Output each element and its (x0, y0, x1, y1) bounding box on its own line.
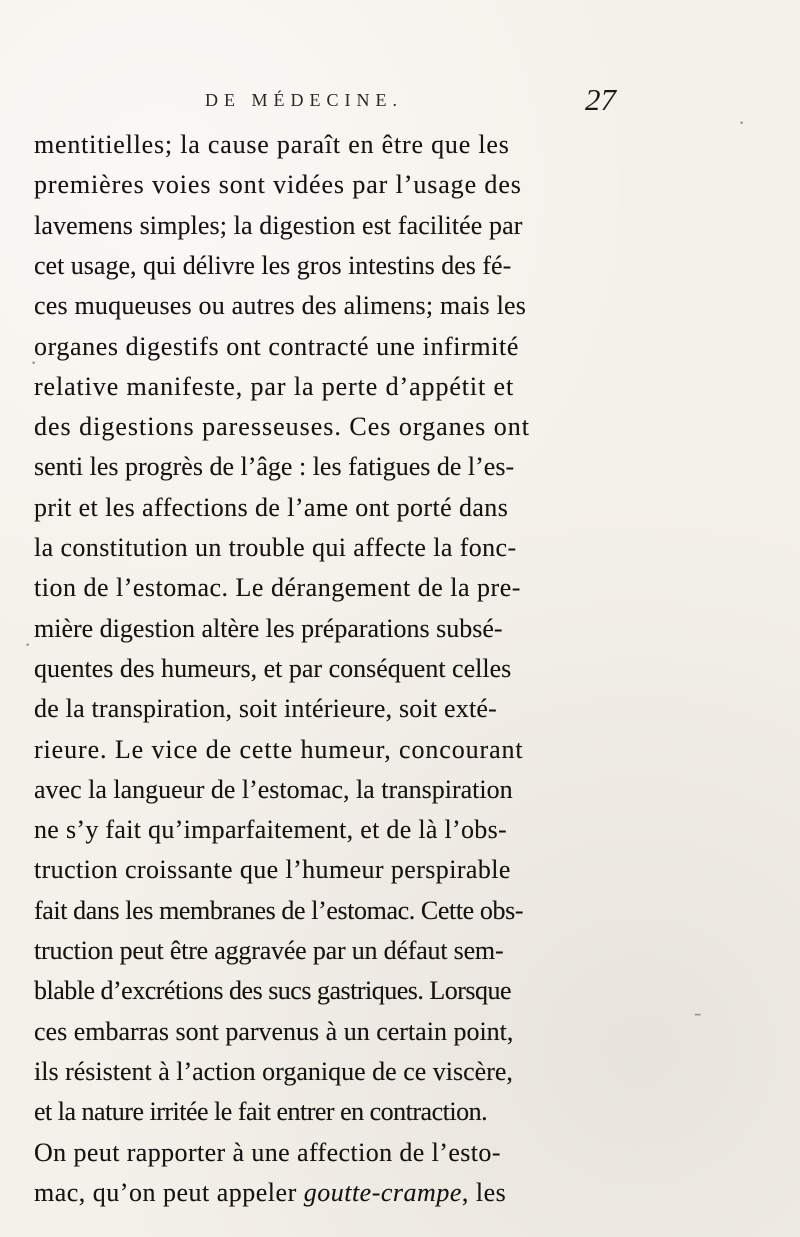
page-number: 27 (585, 82, 616, 117)
text-line: truction croissante que l’humeur perspirable (34, 855, 511, 885)
text-line: tion de l’estomac. Le dérangement de la pre- (34, 573, 521, 603)
text-line: ne s’y fait qu’imparfaitement, et de là l’obs- (34, 815, 507, 845)
running-head (205, 82, 625, 122)
text-line: et la nature irritée le fait entrer en contraction. (34, 1097, 488, 1127)
margin-speck: · (738, 110, 746, 135)
text-line: quentes des humeurs, et par conséquent celles (34, 653, 512, 683)
text-line: blable d’excrétions des sucs gastriques. Lorsque (34, 976, 512, 1006)
text-line: On peut rapporter à une affection de l’esto- (34, 1137, 501, 1167)
margin-speck: - (694, 1000, 702, 1025)
text-segment: mac, qu’on peut appeler (34, 1177, 304, 1207)
text-line: relative manifeste, par la perte d’appétit et (34, 371, 515, 401)
text-line: truction peut être aggravée par un défaut sem- (34, 936, 504, 965)
text-line: la constitution un trouble qui affecte la fonc- (34, 533, 517, 562)
text-line: ces muqueuses ou autres des alimens; mais les (34, 291, 527, 321)
text-segment: , les (461, 1177, 507, 1207)
text-line: cet usage, qui délivre les gros intestins des fé- (34, 250, 512, 280)
text-line: lavemens simples; la digestion est facilitée par (34, 210, 523, 240)
margin-speck: · (30, 350, 38, 375)
text-line: rieure. Le vice de cette humeur, concourant (34, 734, 524, 764)
text-line: ils résistent à l’action organique de ce viscère, (34, 1056, 513, 1086)
text-line: fait dans les membranes de l’estomac. Cette obs- (34, 895, 524, 925)
text-line: premières voies sont vidées par l’usage des (34, 170, 522, 200)
text-line: organes digestifs ont contracté une infirmité (34, 331, 519, 361)
italic-term: goutte-crampe (303, 1177, 462, 1207)
text-line: mière digestion altère les préparations subsé- (34, 613, 503, 643)
running-title: DE MÉDECINE. (205, 90, 403, 110)
text-line: senti les progrès de l’âge : les fatigues de l’es- (34, 452, 515, 482)
text-line: de la transpiration, soit intérieure, soit exté- (34, 694, 498, 724)
text-line-final (34, 1178, 506, 1208)
text-line: mentitielles; la cause paraît en être que les (34, 130, 510, 159)
text-line: prit et les affections de l’ame ont porté dans (34, 492, 509, 522)
text-line: ces embarras sont parvenus à un certain point, (34, 1016, 514, 1046)
margin-speck: · (24, 632, 32, 657)
text-line: des digestions paresseuses. Ces organes ont (34, 412, 531, 442)
text-line: avec la langueur de l’estomac, la transpiration (34, 774, 513, 804)
